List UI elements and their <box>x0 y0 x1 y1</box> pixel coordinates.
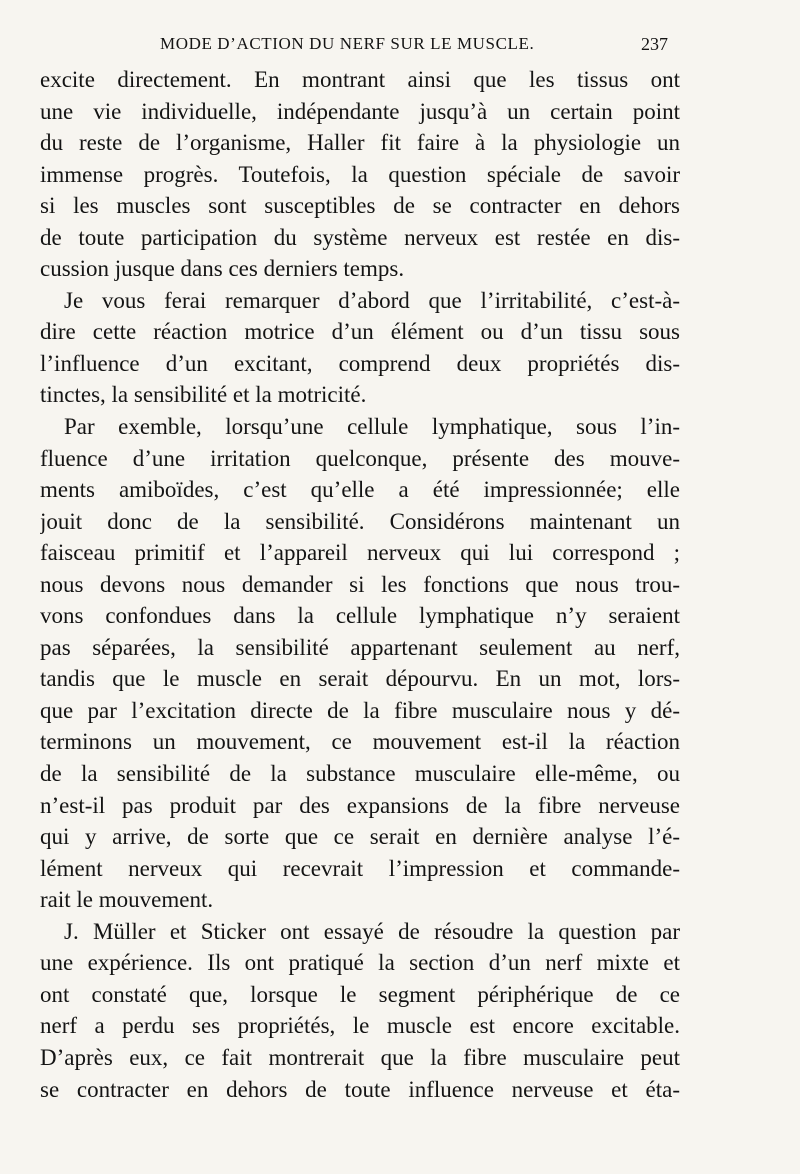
text-line: dire cette réaction motrice d’un élément ou d’un tissu sous <box>40 319 680 345</box>
text-line: qui y arrive, de sorte que ce serait en dernière analyse l’é- <box>40 824 680 850</box>
text-line: ments amiboïdes, c’est qu’elle a été impressionnée; elle <box>40 477 680 503</box>
text-line: fluence d’une irritation quelconque, présente des mouve- <box>40 445 680 471</box>
text-line: lément nerveux qui recevrait l’impression et commande- <box>40 855 680 881</box>
text-line: rait le mouvement. <box>40 887 214 913</box>
text-line: de toute participation du système nerveux est restée en dis- <box>40 224 680 250</box>
text-line: cussion jusque dans ces derniers temps. <box>40 256 405 282</box>
text-line: Je vous ferai remarquer d’abord que l’irritabilité, c’est-à- <box>64 287 680 313</box>
text-line: J. Müller et Sticker ont essayé de résoudre la question par <box>64 918 680 944</box>
text-line: immense progrès. Toutefois, la question spéciale de savoir <box>40 161 680 187</box>
text-line: ont constaté que, lorsque le segment périphérique de ce <box>40 981 680 1007</box>
text-line: du reste de l’organisme, Haller fit faire à la physiologie un <box>40 130 680 156</box>
text-line: tinctes, la sensibilité et la motricité. <box>40 382 367 408</box>
running-head <box>40 34 680 58</box>
text-line: nous devons nous demander si les fonctions que nous trou- <box>40 571 680 597</box>
text-line: se contracter en dehors de toute influence nerveuse et éta- <box>40 1076 680 1102</box>
text-line: pas séparées, la sensibilité appartenant seulement au nerf, <box>40 634 680 660</box>
text-line: D’après eux, ce fait montrerait que la fibre musculaire peut <box>40 1044 680 1070</box>
running-title: MODE D’ACTION DU NERF SUR LE MUSCLE. <box>160 34 535 53</box>
text-line: que par l’excitation directe de la fibre musculaire nous y dé- <box>40 697 680 723</box>
text-line: excite directement. En montrant ainsi que les tissus ont <box>40 67 680 92</box>
text-line: si les muscles sont susceptibles de se contracter en dehors <box>40 193 680 219</box>
text-line: nerf a perdu ses propriétés, le muscle est encore excitable. <box>40 1013 680 1039</box>
text-line: l’influence d’un excitant, comprend deux propriétés dis- <box>40 350 680 376</box>
text-line: vons confondues dans la cellule lymphatique n’y seraient <box>40 603 680 629</box>
text-line: une expérience. Ils ont pratiqué la section d’un nerf mixte et <box>40 950 680 976</box>
text-line: une vie individuelle, indépendante jusqu’à un certain point <box>40 98 680 124</box>
text-line: jouit donc de la sensibilité. Considérons maintenant un <box>40 508 680 534</box>
text-line: tandis que le muscle en serait dépourvu. En un mot, lors- <box>40 666 680 692</box>
text-line: n’est-il pas produit par des expansions de la fibre nerveuse <box>40 792 680 818</box>
page-number: 237 <box>641 34 668 54</box>
text-line: terminons un mouvement, ce mouvement est-il la réaction <box>40 729 680 755</box>
text-line: Par exemble, lorsqu’une cellule lymphatique, sous l’in- <box>64 414 680 440</box>
text-line: faisceau primitif et l’appareil nerveux qui lui correspond ; <box>40 540 680 566</box>
body-text <box>40 64 680 1105</box>
text-line: de la sensibilité de la substance musculaire elle-même, ou <box>40 761 680 787</box>
